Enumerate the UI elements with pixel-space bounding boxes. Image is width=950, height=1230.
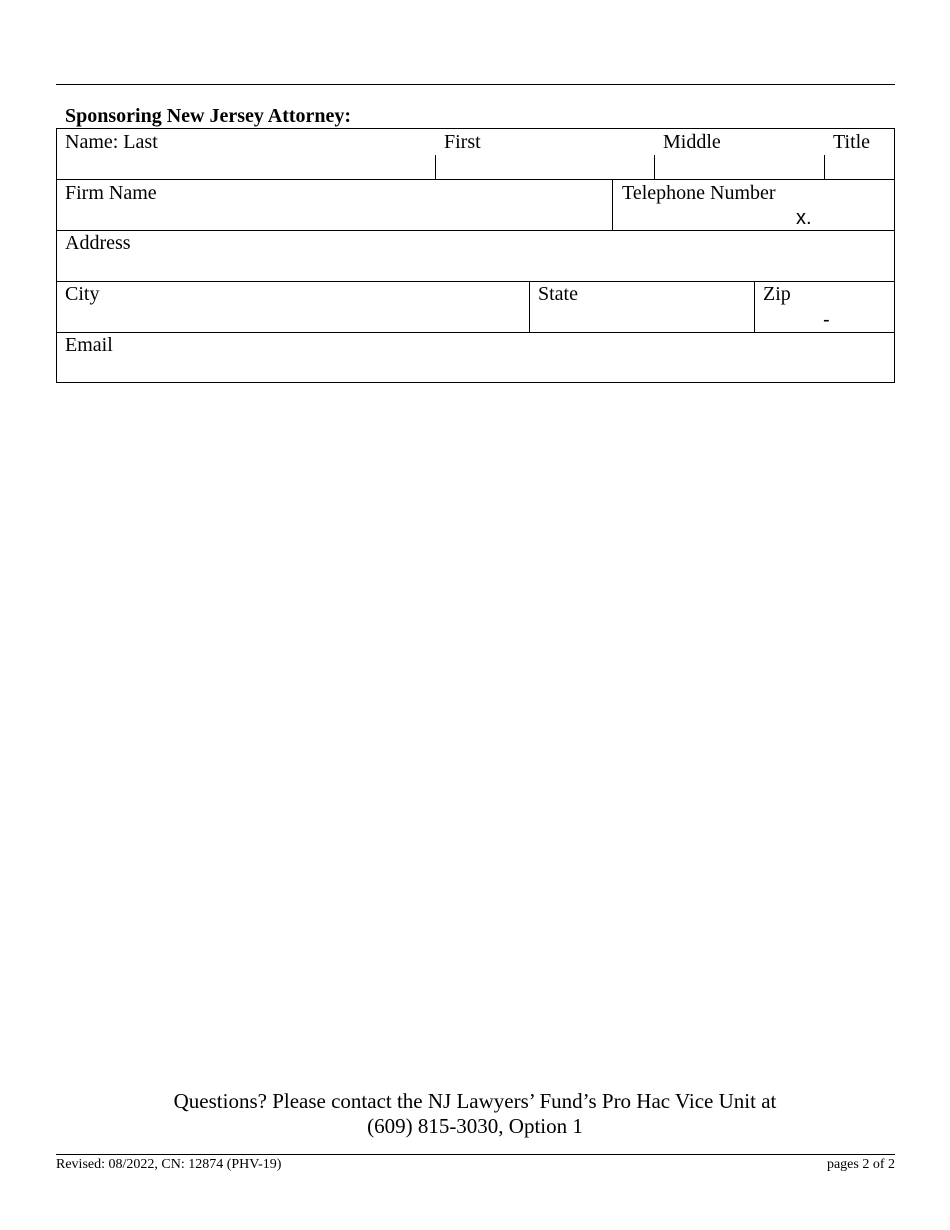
address-label: Address <box>65 232 131 254</box>
state-field[interactable] <box>530 282 754 332</box>
firm-name-field[interactable] <box>57 180 612 230</box>
revision-info: Revised: 08/2022, CN: 12874 (PHV-19) <box>56 1157 282 1172</box>
zip-label: Zip <box>763 283 791 305</box>
page-number: pages 2 of 2 <box>826 1157 895 1172</box>
telephone-field[interactable] <box>613 180 894 230</box>
address-field[interactable] <box>57 231 894 281</box>
name-last-field[interactable] <box>57 129 435 179</box>
top-divider <box>56 84 895 85</box>
firm-name-label: Firm Name <box>65 182 157 204</box>
name-middle-field[interactable] <box>655 129 824 179</box>
bottom-divider <box>56 1154 895 1155</box>
name-divider-middle <box>654 155 655 180</box>
city-field[interactable] <box>57 282 529 332</box>
city-label: City <box>65 283 100 305</box>
footer-contact <box>0 1089 950 1139</box>
section-heading: Sponsoring New Jersey Attorney: <box>65 105 352 127</box>
name-first-label: First <box>444 131 481 153</box>
name-title-label: Title <box>833 131 871 153</box>
name-middle-label: Middle <box>663 131 721 153</box>
telephone-extension-mark: x. <box>796 207 812 229</box>
name-last-label: Name: Last <box>65 131 158 153</box>
attorney-form-table <box>56 128 895 383</box>
zip-field[interactable] <box>755 282 894 332</box>
email-field[interactable] <box>57 333 894 382</box>
state-label: State <box>538 283 578 305</box>
email-label: Email <box>65 334 113 356</box>
zip-separator: - <box>823 309 830 331</box>
name-divider-first <box>435 155 436 180</box>
footer-contact-line-2: (609) 815-3030, Option 1 <box>367 1114 583 1138</box>
name-title-field[interactable] <box>825 129 894 179</box>
footer-contact-line-1: Questions? Please contact the NJ Lawyers’ Fund’s Pro Hac Vice Unit at <box>173 1089 777 1113</box>
name-first-field[interactable] <box>436 129 654 179</box>
telephone-label: Telephone Number <box>622 182 776 204</box>
name-divider-title <box>824 155 825 180</box>
